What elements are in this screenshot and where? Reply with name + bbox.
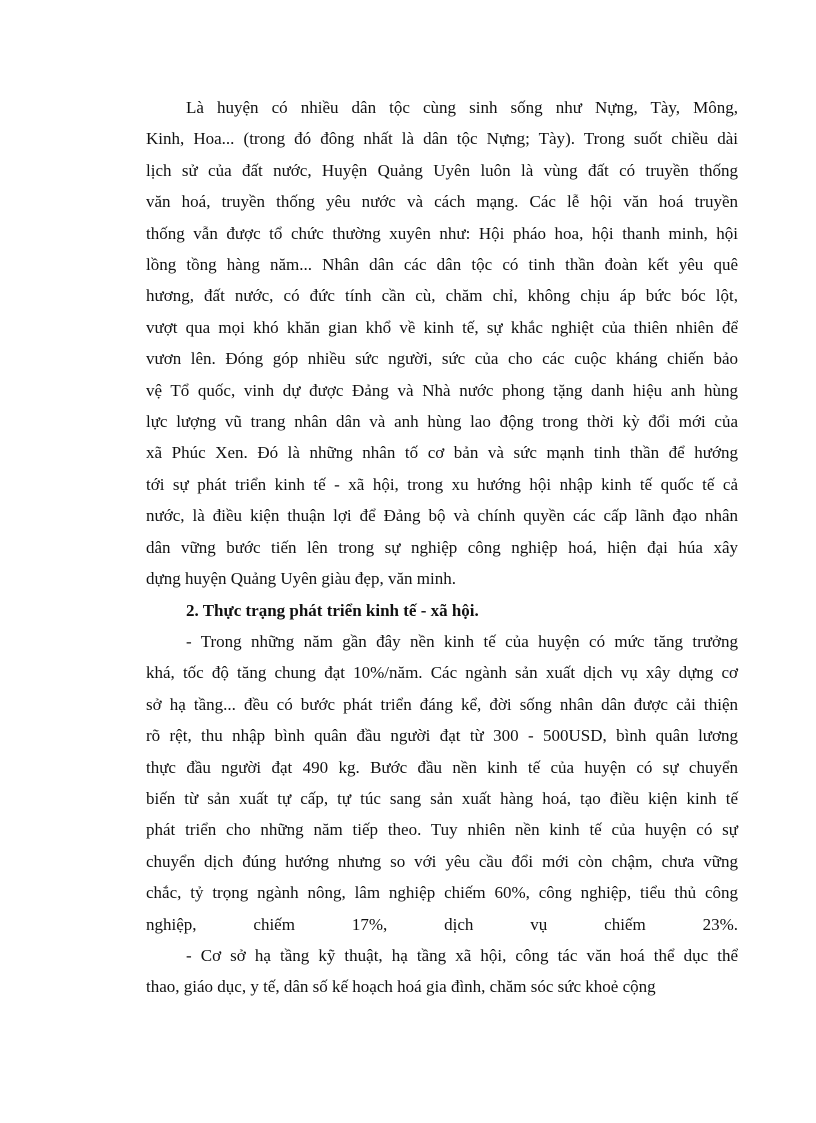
text-line: rõ rệt, thu nhập bình quân đầu người đạt từ 300 - 500USD, bình quân lương	[146, 726, 738, 746]
text-line: tới sự phát triển kinh tế - xã hội, trong xu hướng hội nhập kinh tế quốc tế cả	[146, 474, 738, 494]
text-line: - Cơ sở hạ tầng kỹ thuật, hạ tầng xã hội, công tác văn hoá thể dục thể	[186, 945, 738, 965]
text-line: lịch sử của đất nước, Huyện Quảng Uyên luôn là vùng đất có truyền thống	[146, 160, 738, 180]
text-line: hương, đất nước, có đức tính cần cù, chăm chỉ, không chịu áp bức bóc lột,	[146, 286, 738, 306]
text-line: khá, tốc độ tăng chung đạt 10%/năm. Các ngành sản xuất dịch vụ xây dựng cơ	[146, 663, 738, 683]
text-line: biến từ sản xuất tự cấp, tự túc sang sản xuất hàng hoá, tạo điều kiện kinh tế	[146, 788, 738, 808]
paragraph	[146, 626, 738, 940]
text-line: sở hạ tầng... đều có bước phát triển đáng kể, đời sống nhân dân được cải thiện	[146, 694, 738, 714]
text-line: chắc, tỷ trọng ngành nông, lâm nghiệp chiếm 60%, công nghiệp, tiểu thủ công	[146, 883, 738, 903]
document-body	[146, 92, 738, 1003]
text-line: thống vẫn được tổ chức thường xuyên như: Hội pháo hoa, hội thanh minh, hội	[146, 223, 738, 243]
text-line: văn hoá, truyền thống yêu nước và cách mạng. Các lễ hội văn hoá truyền	[146, 192, 738, 212]
text-line: thực đầu người đạt 490 kg. Bước đầu nền kinh tế của huyện có sự chuyển	[146, 757, 738, 777]
section-heading	[146, 595, 738, 626]
text-line: lồng tồng hàng năm... Nhân dân các dân tộc có tinh thần đoàn kết yêu quê	[146, 255, 738, 275]
text-line: nghiệp, chiếm 17%, dịch vụ chiếm 23%.	[146, 914, 738, 934]
text-line: Kinh, Hoa... (trong đó đông nhất là dân tộc Nựng; Tày). Trong suốt chiều dài	[146, 129, 738, 149]
text-line: - Trong những năm gần đây nền kinh tế của huyện có mức tăng trưởng	[186, 631, 738, 651]
text-line: thao, giáo dục, y tế, dân số kế hoạch hoá gia đình, chăm sóc sức khoẻ cộng	[146, 977, 656, 997]
text-line: 2. Thực trạng phát triển kinh tế - xã hội.	[186, 600, 479, 620]
paragraph	[146, 940, 738, 1003]
text-line: lực lượng vũ trang nhân dân và anh hùng lao động trong thời kỳ đổi mới của	[146, 412, 738, 432]
text-line: chuyển dịch đúng hướng nhưng so với yêu cầu đổi mới còn chậm, chưa vững	[146, 851, 738, 871]
text-line: vươn lên. Đóng góp nhiều sức người, sức của cho các cuộc kháng chiến bảo	[146, 349, 738, 369]
text-line: nước, là điều kiện thuận lợi để Đảng bộ và chính quyền các cấp lãnh đạo nhân	[146, 506, 738, 526]
text-line: vượt qua mọi khó khăn gian khổ về kinh tế, sự khắc nghiệt của thiên nhiên để	[146, 317, 738, 337]
text-line: vệ Tổ quốc, vinh dự được Đảng và Nhà nước phong tặng danh hiệu anh hùng	[146, 380, 738, 400]
text-line: xã Phúc Xen. Đó là những nhân tố cơ bản và sức mạnh tinh thần để hướng	[146, 443, 738, 463]
text-line: dựng huyện Quảng Uyên giàu đẹp, văn minh.	[146, 569, 456, 589]
text-line: Là huyện có nhiều dân tộc cùng sinh sống như Nựng, Tày, Mông,	[186, 98, 738, 117]
text-line: dân vững bước tiến lên trong sự nghiệp công nghiệp hoá, hiện đại húa xây	[146, 537, 738, 557]
paragraph	[146, 92, 738, 595]
text-line: phát triển cho những năm tiếp theo. Tuy nhiên nền kinh tế của huyện có sự	[146, 820, 738, 840]
